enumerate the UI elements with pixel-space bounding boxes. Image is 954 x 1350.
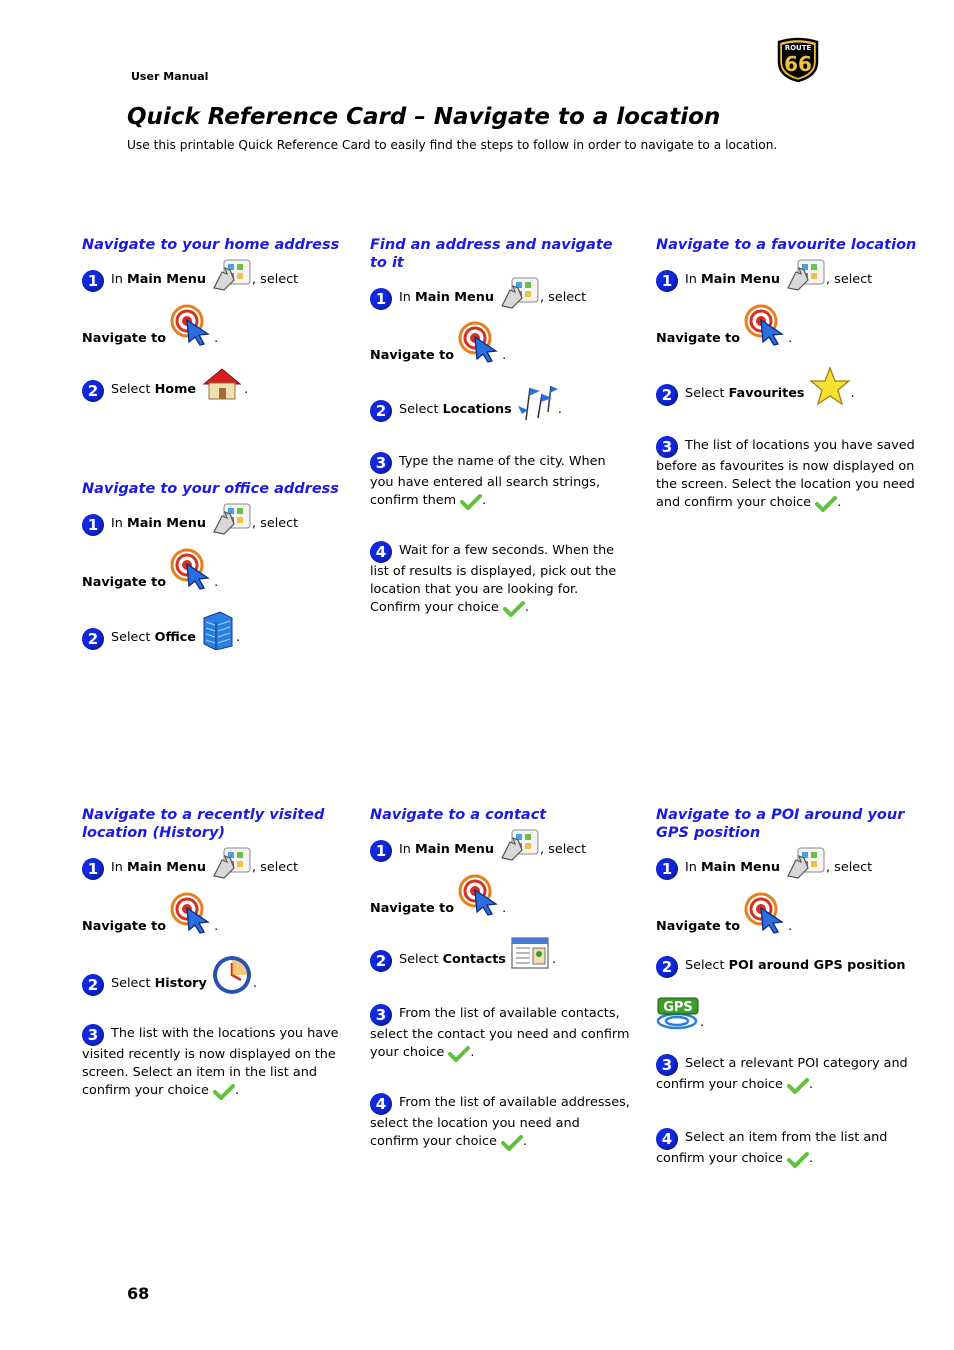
step-2: 2 Select POI around GPS position: [656, 956, 918, 978]
locations-icon: [516, 382, 558, 422]
step-number-1: 1: [82, 514, 104, 536]
step-2: 2 Select History .: [82, 954, 344, 996]
step-number-1: 1: [656, 858, 678, 880]
navigate-to-icon: [458, 874, 502, 916]
svg-text:66: 66: [784, 52, 812, 76]
section-title: Navigate to your office address: [82, 481, 339, 497]
history-icon: [211, 954, 253, 996]
step-3: 3 The list of locations you have saved before as favourites is now displayed on the screen. Select the location you need and confirm your choice .: [656, 438, 915, 510]
confirm-check-icon: [815, 496, 837, 512]
step-number-2: 2: [656, 384, 678, 406]
step-number-4: 4: [370, 1093, 392, 1115]
main-menu-icon: [210, 846, 252, 880]
section-title: Navigate to a recently visited location (History): [82, 807, 325, 841]
page-title: Quick Reference Card – Navigate to a location: [127, 104, 721, 130]
svg-text:ROUTE: ROUTE: [784, 44, 812, 52]
step-number-1: 1: [370, 840, 392, 862]
step-1: 1 In Main Menu , select: [656, 846, 918, 880]
section-title: Navigate to a contact: [370, 807, 547, 823]
step-number-2: 2: [370, 400, 392, 422]
section-poi: [656, 806, 918, 1166]
step-number-3: 3: [370, 452, 392, 474]
step-number-2: 2: [370, 950, 392, 972]
step-number-2: 2: [82, 974, 104, 996]
step-number-3: 3: [656, 1054, 678, 1076]
navigate-to-icon: [744, 304, 788, 346]
step-number-1: 1: [82, 270, 104, 292]
step-1b: Navigate to .: [656, 304, 918, 346]
office-icon: [200, 610, 236, 650]
step-number-4: 4: [656, 1128, 678, 1150]
step-number-2: 2: [656, 956, 678, 978]
main-menu-icon: [784, 846, 826, 880]
step-1: 1 In Main Menu , select: [82, 502, 344, 536]
step-number-1: 1: [82, 858, 104, 880]
step-1: 1 In Main Menu , select: [656, 258, 918, 292]
step-number-3: 3: [82, 1024, 104, 1046]
step-2b: GPS .: [656, 996, 918, 1030]
step-number-3: 3: [370, 1004, 392, 1026]
section-favourite: [656, 236, 918, 510]
contacts-icon: [510, 936, 552, 972]
step-number-2: 2: [82, 628, 104, 650]
route66-logo-icon: [775, 36, 821, 82]
section-title: Navigate to a POI around your GPS position: [656, 807, 905, 841]
section-history: [82, 806, 344, 1098]
main-menu-icon: [784, 258, 826, 292]
navigate-to-icon: [170, 304, 214, 346]
page-intro: Use this printable Quick Reference Card to easily find the steps to follow in order to navigate to a location.: [127, 138, 778, 152]
step-3: 3 The list with the locations you have visited recently is now displayed on the screen. Select an item in the list and confirm your choice .: [82, 1026, 339, 1098]
section-title: Navigate to your home address: [82, 237, 340, 253]
confirm-check-icon: [213, 1084, 235, 1100]
main-menu-icon: [210, 258, 252, 292]
confirm-check-icon: [448, 1046, 470, 1062]
section-office: [82, 480, 344, 648]
confirm-check-icon: [787, 1152, 809, 1168]
navigate-to-icon: [170, 548, 214, 590]
step-4: 4 Select an item from the list and confirm your choice .: [656, 1130, 888, 1166]
user-manual-label: User Manual: [131, 70, 209, 83]
step-1: 1 In Main Menu , select: [82, 258, 344, 292]
gps-label: GPS: [663, 1000, 693, 1015]
navigate-to-icon: [458, 321, 502, 363]
step-2: 2 Select Contacts .: [370, 936, 632, 972]
step-1b: Navigate to .: [370, 321, 632, 363]
favourites-icon: [809, 366, 851, 406]
step-1: 1 In Main Menu , select: [370, 276, 632, 310]
step-4: 4 From the list of available addresses, select the location you need and confirm your choice .: [370, 1095, 630, 1149]
confirm-check-icon: [501, 1135, 523, 1151]
step-1b: Navigate to .: [656, 892, 918, 934]
step-1: 1 In Main Menu , select: [370, 828, 632, 862]
confirm-check-icon: [503, 601, 525, 617]
step-3: 3 From the list of available contacts, select the contact you need and confirm your choice .: [370, 1006, 630, 1060]
step-1: 1 In Main Menu , select: [82, 846, 344, 880]
section-title: Find an address and navigate to it: [370, 237, 613, 271]
step-2: 2 Select Home .: [82, 366, 344, 402]
step-2: 2 Select Locations .: [370, 382, 632, 422]
section-home: [82, 236, 344, 400]
step-number-2: 2: [82, 380, 104, 402]
step-number-1: 1: [370, 288, 392, 310]
section-title: Navigate to a favourite location: [656, 237, 917, 253]
step-1b: Navigate to .: [82, 304, 344, 346]
navigate-to-icon: [170, 892, 214, 934]
home-icon: [200, 366, 244, 402]
main-menu-icon: [498, 828, 540, 862]
gps-icon: [656, 996, 700, 1030]
section-contact: [370, 806, 632, 1149]
confirm-check-icon: [460, 494, 482, 510]
step-number-1: 1: [656, 270, 678, 292]
section-find-address: [370, 236, 632, 615]
main-menu-icon: [498, 276, 540, 310]
step-1b: Navigate to .: [370, 874, 632, 916]
main-menu-icon: [210, 502, 252, 536]
step-2: 2 Select Office .: [82, 610, 344, 650]
step-1b: Navigate to .: [82, 548, 344, 590]
step-number-4: 4: [370, 541, 392, 563]
confirm-check-icon: [787, 1078, 809, 1094]
step-1b: Navigate to .: [82, 892, 344, 934]
step-3: 3 Select a relevant POI category and confirm your choice .: [656, 1056, 908, 1092]
step-number-3: 3: [656, 436, 678, 458]
page-number: 68: [127, 1284, 150, 1303]
step-3: 3 Type the name of the city. When you have entered all search strings, confirm them .: [370, 454, 606, 508]
step-4: 4 Wait for a few seconds. When the list of results is displayed, pick out the location that you are looking for. Confirm your choice .: [370, 543, 617, 615]
step-2: 2 Select Favourites .: [656, 366, 918, 406]
navigate-to-icon: [744, 892, 788, 934]
